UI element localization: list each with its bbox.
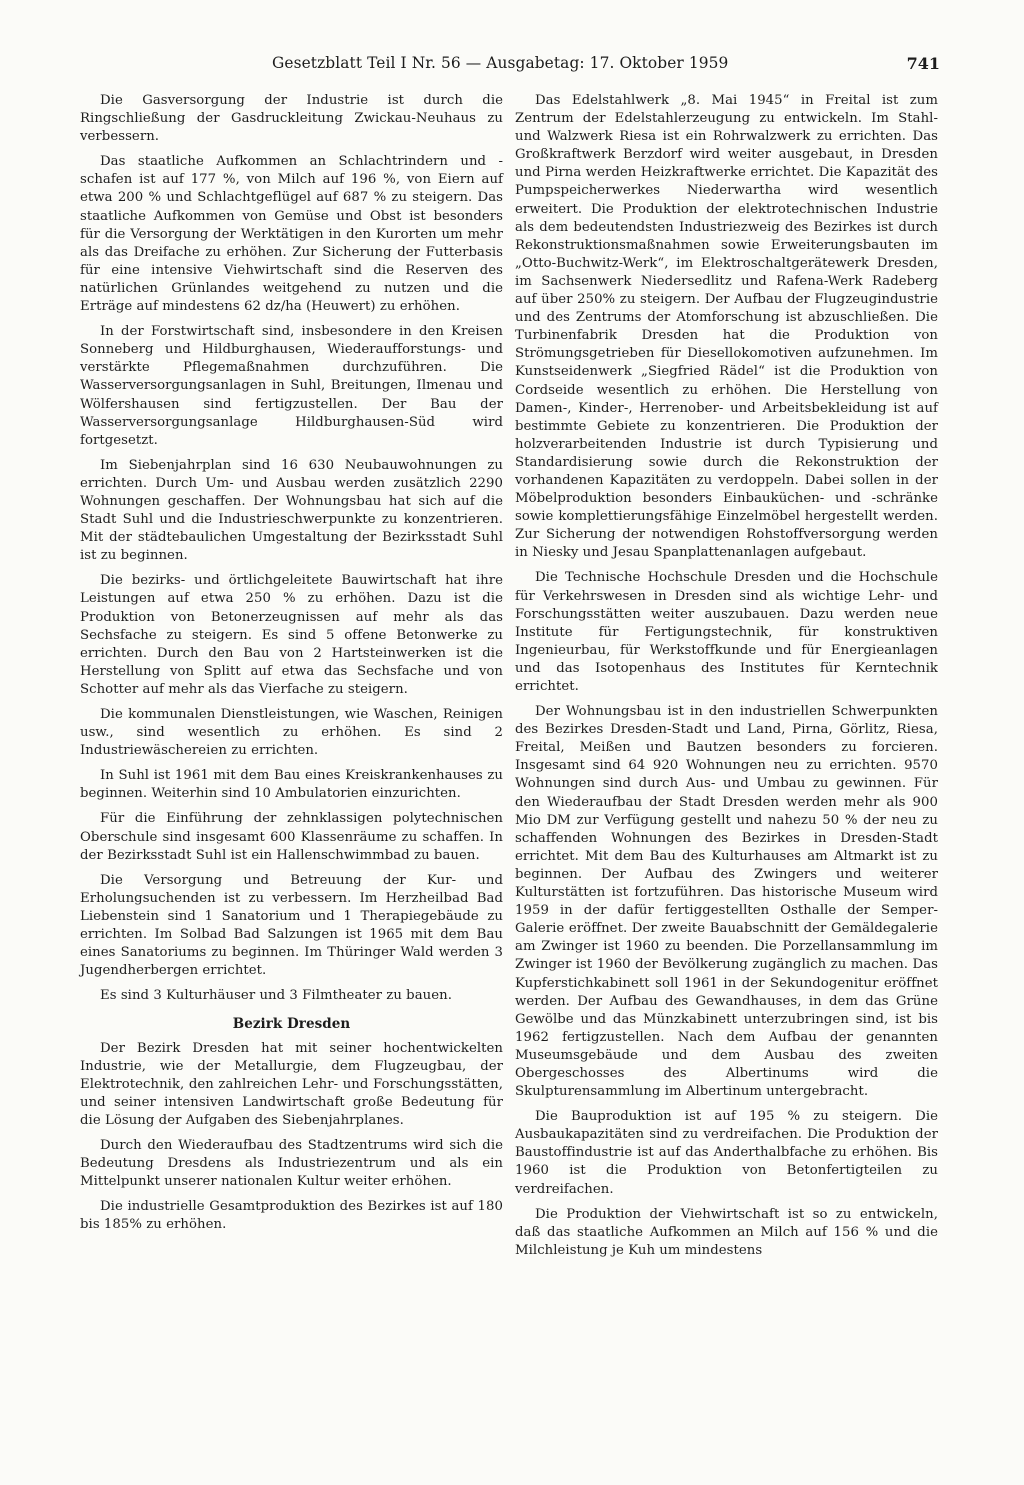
paragraph: Die Gasversorgung der Industrie ist durch die Ringschließung der Gasdruckleitung Zwickau-Neuhaus zu verbessern. — [80, 93, 503, 145]
page-header — [60, 54, 940, 78]
paragraph: Für die Einführung der zehnklassigen polytechnischen Oberschule sind insgesamt 600 Klassenräume zu schaffen. In der Bezirksstadt Suhl ist ein Hallenschwimmbad zu bauen. — [80, 811, 503, 863]
paragraph: Die Technische Hochschule Dresden und die Hochschule für Verkehrswesen in Dresden sind als wichtige Lehr- und Forschungsstätten weiter auszubauen. Dazu werden neue Institute für Fertigungstechnik, für konstruktiven Ingenieurbau, für Werkstoffkunde und für Energieanlagen und das Isotopenhaus des Institutes für Kerntechnik errichtet. — [515, 570, 938, 694]
paragraph: Das staatliche Aufkommen an Schlachtrindern und -schafen ist auf 177 %, von Milch auf 196 %, von Eiern auf etwa 200 % und Schlachtgeflügel auf 687 % zu steigern. Das staatliche Aufkommen von Gemüse und Obst ist besonders für die Versorgung der Werktätigen in den Kurorten um mehr als das Dreifache zu erhöhen. Zur Sicherung der Futterbasis für eine intensive Viehwirtschaft sind die Reserven des natürlichen Grünlandes weitgehend zu nutzen und die Erträge auf mindestens 62 dz/ha (Heuwert) zu erhöhen. — [80, 154, 503, 315]
paragraph: Der Wohnungsbau ist in den industriellen Schwerpunkten des Bezirkes Dresden-Stadt und Land, Pirna, Görlitz, Riesa, Freital, Meißen und Bautzen besonders zu forcieren. Insgesamt sind 64 920 Wohnungen neu zu errichten. 9570 Wohnungen sind durch Aus- und Umbau zu gewinnen. Für den Wiederaufbau der Stadt Dresden werden mehr als 900 Mio DM zur Verfügung gestellt und nahezu 50 % der neu zu schaffenden Wohnungen des Bezirkes in Dresden-Stadt errichtet. Mit dem Bau des Kulturhauses am Altmarkt ist zu beginnen. Der Aufbau des Zwingers und weiterer Kulturstätten ist fortzuführen. Das historische Museum wird 1959 in der dafür fertiggestellten Osthalle der Semper-Galerie eröffnet. Der zweite Bauabschnitt der Gemäldegalerie am Zwinger ist 1960 zu beenden. Die Porzellansammlung im Zwinger ist 1960 der Bevölkerung zugänglich zu machen. Das Kupferstichkabinett soll 1961 in der Sekundogenitur eröffnet werden. Der Aufbau des Gewandhauses, in dem das Grüne Gewölbe und das Münzkabinett unterzubringen sind, ist bis 1962 fertigzustellen. Nach dem Aufbau der genannten Museumsgebäude und dem Ausbau des zweiten Obergeschosses des Albertinums wird die Skulpturensammlung im Albertinum untergebracht. — [515, 704, 938, 1100]
paragraph: Die Bauproduktion ist auf 195 % zu steigern. Die Ausbaukapazitäten sind zu verdreifachen. Die Produktion der Baustoffindustrie ist auf das Anderthalbfache zu erhöhen. Bis 1960 ist die Produktion von Betonfertigteilen zu verdreifachen. — [515, 1109, 938, 1197]
paragraph: Die bezirks- und örtlichgeleitete Bauwirtschaft hat ihre Leistungen auf etwa 250 % zu erhöhen. Dazu ist die Produktion von Betonerzeugnissen auf mehr als das Sechsfache zu steigern. Es sind 5 offene Betonwerke zu errichten. Durch den Bau von 2 Hartsteinwerken ist die Herstellung von Splitt auf etwa das Sechsfache und von Schotter auf mehr als das Vierfache zu steigern. — [80, 573, 503, 697]
gazette-title: Gesetzblatt Teil I Nr. 56 — Ausgabetag: 17. Oktober 1959 — [272, 54, 729, 72]
paragraph: Es sind 3 Kulturhäuser und 3 Filmtheater zu bauen. — [100, 988, 452, 1004]
paragraph: Durch den Wiederaufbau des Stadtzentrums wird sich die Bedeutung Dresdens als Industriezentrum und als ein Mittelpunkt unserer nationalen Kultur weiter erhöhen. — [80, 1137, 503, 1190]
right-column — [515, 92, 938, 1267]
paragraph: In Suhl ist 1961 mit dem Bau eines Kreiskrankenhauses zu beginnen. Weiterhin sind 10 Ambulatorien einzurichten. — [80, 768, 503, 802]
left-column — [80, 92, 503, 1241]
paragraph: Die kommunalen Dienstleistungen, wie Waschen, Reinigen usw., sind wesentlich zu erhöhen. Es sind 2 Industriewäschereien zu errichten. — [80, 707, 503, 759]
paragraph: Das Edelstahlwerk „8. Mai 1945“ in Freital ist zum Zentrum der Edelstahlerzeugung zu entwickeln. Im Stahl- und Walzwerk Riesa ist ein Rohrwalzwerk zu errichten. Das Großkraftwerk Berzdorf wird weiter ausgebaut, in Dresden und Pirna werden Heizkraftwerke errichtet. Die Kapazität des Pumpspeicherwerkes Niederwartha wird wesentlich erweitert. Die Produktion der elektrotechnischen Industrie als dem bedeutendsten Industriezweig des Bezirkes ist durch Rekonstruktionsmaßnahmen sowie Erweiterungsbauten im „Otto-Buchwitz-Werk“, im Elektroschaltgerätewerk Dresden, im Sachsenwerk Niedersedlitz und Rafena-Werk Radeberg auf über 250% zu steigern. Der Aufbau der Flugzeugindustrie und des Zentrums der Atomforschung ist abzuschließen. Die Turbinenfabrik Dresden hat die Produktion von Strömungsgetrieben für Diesellokomotiven aufzunehmen. Im Kunstseidenwerk „Siegfried Rädel“ ist die Produktion von Cordseide wesentlich zu erhöhen. Die Herstellung von Damen-, Kinder-, Herrenober- und Arbeitsbekleidung ist auf bestimmte Gebiete zu konzentrieren. Die Produktion der holzverarbeitenden Industrie ist durch Typisierung und Standardisierung sowie durch die Rekonstruktion der vorhandenen Kapazitäten zu verdoppeln. Dabei sollen in der Möbelproduktion besonders Einbauküchen- und -schränke sowie komplettierungsfähige Einzelmöbel hergestellt werden. Zur Sicherung der notwendigen Rohstoffversorgung werden in Niesky und Jesau Spanplattenanlagen aufgebaut. — [515, 93, 938, 561]
paragraph: Im Siebenjahrplan sind 16 630 Neubauwohnungen zu errichten. Durch Um- und Ausbau werden zusätzlich 2290 Wohnungen geschaffen. Der Wohnungsbau hat sich auf die Stadt Suhl und die Industrieschwerpunkte zu konzentrieren. Mit der städtebaulichen Umgestaltung der Bezirksstadt Suhl ist zu beginnen. — [80, 457, 503, 564]
page-number: 741 — [906, 54, 940, 73]
paragraph: Der Bezirk Dresden hat mit seiner hochentwickelten Industrie, wie der Metallurgie, dem Flugzeugbau, der Elektrotechnik, den zahlreichen Lehr- und Forschungsstätten, und seiner intensiven Landwirtschaft große Bedeutung für die Lösung der Aufgaben des Siebenjahrplanes. — [80, 1040, 503, 1128]
paragraph: Die Versorgung und Betreuung der Kur- und Erholungsuchenden ist zu verbessern. Im Herzheilbad Bad Liebenstein sind 1 Sanatorium und 1 Therapiegebäude zu errichten. Im Solbad Bad Salzungen ist 1965 mit dem Bau eines Sanatoriums zu beginnen. Im Thüringer Wald werden 3 Jugendherbergen errichtet. — [80, 872, 503, 979]
paragraph: In der Forstwirtschaft sind, insbesondere in den Kreisen Sonneberg und Hildburghausen, Wiederaufforstungs- und verstärkte Pflegemaßnahmen durchzuführen. Die Wasserversorgungsanlagen in Suhl, Breitungen, Ilmenau und Wölfershausen sind fertigzustellen. Der Bau der Wasserversorgungsanlage Hildburghausen-Süd wird fortgesetzt. — [80, 324, 503, 448]
paragraph: Die Produktion der Viehwirtschaft ist so zu entwickeln, daß das staatliche Aufkommen an Milch auf 156 % und die Milchleistung je Kuh um mindestens — [515, 1206, 938, 1258]
section-heading: Bezirk Dresden — [232, 1016, 351, 1033]
paragraph: Die industrielle Gesamtproduktion des Bezirkes ist auf 180 bis 185% zu erhöhen. — [80, 1199, 503, 1233]
